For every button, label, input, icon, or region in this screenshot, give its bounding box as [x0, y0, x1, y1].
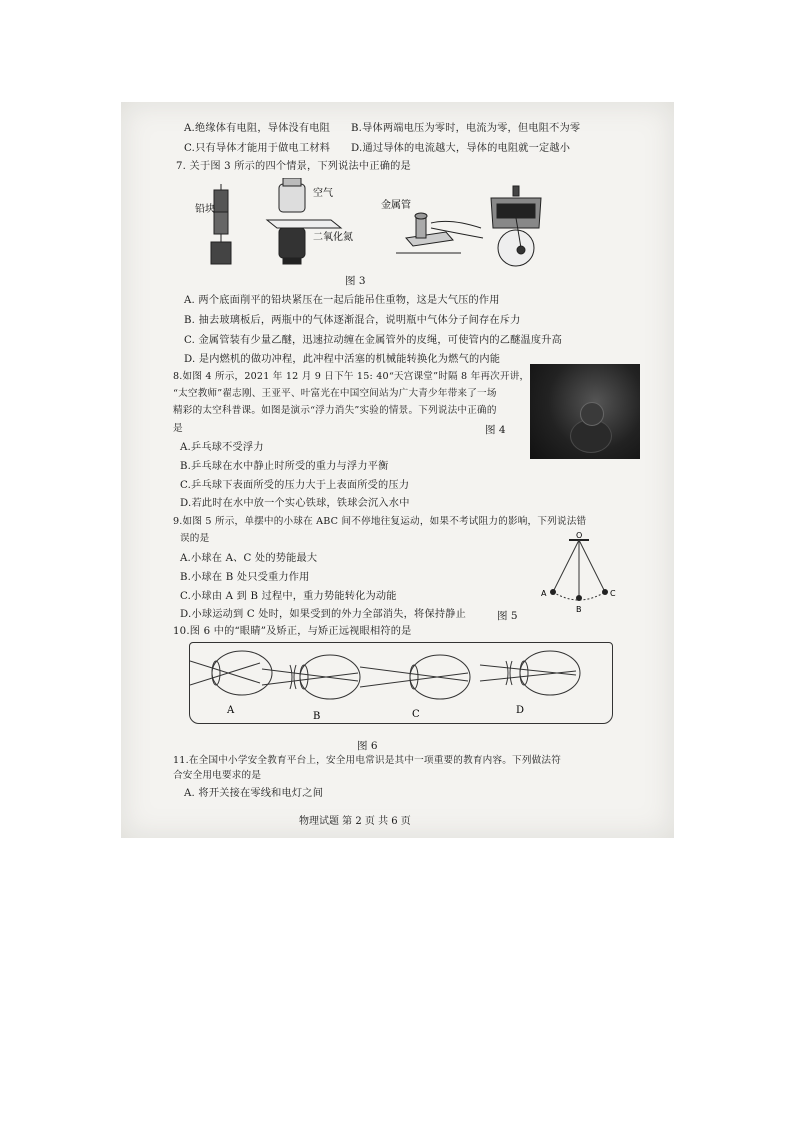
q8-line1: 8.如图 4 所示，2021 年 12 月 9 日下午 15: 40“天宫课堂”时隔 8 年再次开讲， — [173, 371, 530, 382]
fig4-caption: 图 4 — [485, 424, 506, 436]
fig6-label-d: D — [516, 705, 525, 716]
engine-drawing — [491, 186, 541, 266]
q9-option-d: D.小球运动到 C 处时，如果受到的外力全部消失，将保持静止 — [180, 609, 466, 620]
figure-3 — [191, 178, 591, 273]
q8-line4: 是 — [173, 423, 183, 434]
q8-line3: 精彩的太空科普课。如图是演示“浮力消失”实验的情景。下列说法中正确的 — [173, 405, 497, 416]
metal-tube-drawing — [396, 213, 483, 253]
fig5-label-c: C — [610, 589, 616, 598]
fig5-label-o: O — [576, 532, 583, 540]
q7-option-b: B. 抽去玻璃板后，两瓶中的气体逐渐混合，说明瓶中气体分子间存在斥力 — [184, 315, 521, 326]
q10-stem: 10.图 6 中的“眼睛”及矫正，与矫正远视眼相符的是 — [173, 626, 412, 637]
page-footer: 物理试题 第 2 页 共 6 页 — [299, 816, 411, 827]
q9-option-c: C.小球由 A 到 B 过程中，重力势能转化为动能 — [180, 591, 397, 602]
fig6-caption: 图 6 — [357, 740, 378, 752]
q11-line2: 合安全用电要求的是 — [173, 770, 262, 781]
figure-4-photo — [530, 364, 640, 459]
eye-diagram-c — [360, 655, 470, 699]
q7-stem: 7. 关于图 3 所示的四个情景，下列说法中正确的是 — [176, 161, 411, 172]
q8-option-c: C.乒乓球下表面所受的压力大于上表面所受的压力 — [180, 480, 410, 491]
q7-option-a: A. 两个底面削平的铅块紧压在一起后能吊住重物，这是大气压的作用 — [184, 295, 500, 306]
q8-option-b: B.乒乓球在水中静止时所受的重力与浮力平衡 — [180, 461, 389, 472]
q9-option-a: A.小球在 A、C 处的势能最大 — [180, 553, 318, 564]
q9-option-b: B.小球在 B 处只受重力作用 — [180, 572, 310, 583]
fig5-label-a: A — [541, 589, 547, 598]
fig3-label-tube: 金属管 — [381, 200, 411, 211]
figure-6-eyes — [190, 643, 612, 723]
fig5-caption: 图 5 — [497, 610, 518, 622]
ping-pong-ball-image — [580, 402, 604, 426]
q11-line1: 11.在全国中小学安全教育平台上，安全用电常识是其中一项重要的教育内容。下列做法符 — [173, 755, 562, 766]
eye-diagram-a — [190, 651, 272, 695]
q9-line2: 误的是 — [180, 533, 210, 544]
fig6-label-a: A — [227, 705, 235, 716]
fig6-label-b: B — [313, 711, 321, 722]
figure-5-pendulum — [539, 532, 629, 614]
fig3-label-air: 空气 — [313, 188, 333, 199]
q7-option-d: D. 是内燃机的做功冲程，此冲程中活塞的机械能转换化为燃气的内能 — [184, 354, 501, 365]
fig3-label-lead: 铅块 — [195, 204, 215, 215]
lead-blocks-drawing — [211, 184, 231, 264]
q6-option-d: D.通过导体的电流越大，导体的电阻就一定越小 — [351, 143, 571, 154]
q8-option-a: A.乒乓球不受浮力 — [180, 442, 264, 453]
q6-option-c: C.只有导体才能用于做电工材料 — [184, 143, 331, 154]
q6-option-a: A.绝缘体有电阻，导体没有电阻 — [184, 123, 331, 134]
fig3-caption: 图 3 — [345, 275, 366, 287]
q9-line1: 9.如图 5 所示，单摆中的小球在 ABC 间不停地往复运动，如果不考试阻力的影响，下列说法错 — [173, 516, 587, 527]
fig5-label-b: B — [576, 605, 582, 614]
q7-option-c: C. 金属管装有少量乙醚，迅速拉动缠在金属管外的皮绳，可使管内的乙醚温度升高 — [184, 335, 563, 346]
q6-option-b: B.导体两端电压为零时，电流为零，但电阻不为零 — [351, 123, 581, 134]
fig3-label-no2: 二氧化氮 — [313, 232, 353, 243]
q8-line2: “太空教师”翟志刚、王亚平、叶富光在中国空间站为广大青少年带来了一场 — [173, 388, 497, 399]
fig6-label-c: C — [412, 709, 420, 720]
eye-diagram-b — [262, 655, 360, 699]
q11-option-a: A. 将开关接在零线和电灯之间 — [184, 788, 324, 799]
figure-6-box — [189, 642, 613, 724]
exam-page-photo — [121, 102, 674, 838]
q8-option-d: D.若此时在水中放一个实心铁球，铁球会沉入水中 — [180, 498, 410, 509]
eye-diagram-d — [480, 651, 580, 695]
